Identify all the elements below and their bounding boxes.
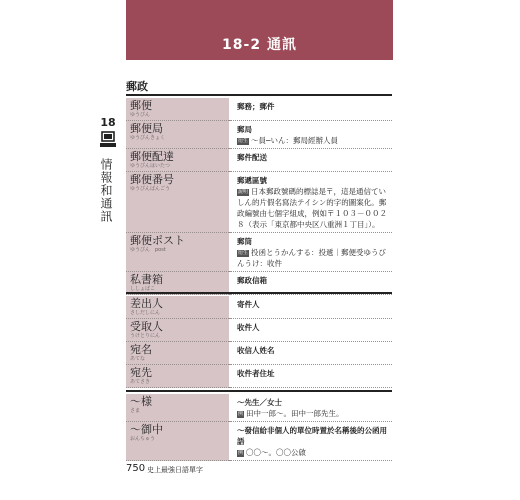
vocab-row (126, 149, 392, 172)
vocab-table-honorific (126, 394, 392, 461)
definition-cell (231, 319, 392, 342)
term-word: 宛先 (130, 366, 152, 379)
term-cell (126, 365, 229, 388)
note-badge: 衍生 (238, 138, 249, 144)
definition-cell (231, 365, 392, 388)
vocab-row (126, 121, 392, 149)
section-heading: 郵政 (126, 80, 148, 93)
term-word: 宛名 (130, 343, 152, 356)
definition-text: 郵件配送 (237, 153, 267, 162)
definition-line (237, 152, 390, 163)
group-rule (126, 292, 392, 294)
term-word: 受取人 (130, 320, 163, 333)
term-reading: ししょばこ (130, 286, 156, 292)
term-reading: あてさき (130, 379, 151, 385)
definition-text: ～發信給非個人的單位時置於名稱後的公函用語 (237, 426, 387, 446)
definition-cell (231, 422, 392, 461)
definition-cell (231, 342, 392, 365)
definition-text: 郵筒 (237, 237, 252, 246)
definition-text: ～先生／女士 (237, 398, 282, 407)
term-word: 私書箱 (130, 273, 163, 286)
term-word: ～様 (130, 395, 152, 408)
definition-line (237, 186, 390, 230)
definition-text: 郵政信箱 (237, 276, 267, 285)
definition-text: 收信人姓名 (237, 346, 275, 355)
definition-line (237, 425, 390, 447)
definition-line (237, 408, 390, 419)
term-word: 差出人 (130, 297, 163, 310)
definition-cell (231, 233, 392, 272)
vocab-table-postal (126, 98, 392, 295)
section-rule (126, 94, 392, 96)
term-cell (126, 172, 229, 233)
definition-line (237, 236, 390, 247)
term-reading: ゆうびん post (130, 247, 166, 253)
definition-cell (231, 296, 392, 319)
term-reading: さま (130, 408, 141, 414)
term-reading: おんちゅう (130, 436, 156, 442)
term-cell (126, 233, 229, 272)
definition-text: 收件人 (237, 323, 260, 332)
definition-text: 收件者住址 (237, 369, 275, 378)
note-badge: 說明 (238, 189, 249, 195)
term-word: 郵便ポスト (130, 234, 185, 247)
vocab-row (126, 342, 392, 365)
term-reading: ゆうびんきょく (130, 135, 166, 141)
definition-cell (231, 121, 392, 149)
definition-text: 田中一郎～。田中一郎先生。 (246, 409, 344, 418)
definition-text: 投函とうかんする：投遞｜郵便受ゆうびんうけ：收件 (237, 248, 387, 268)
term-word: 郵便番号 (130, 173, 174, 186)
definition-line (237, 124, 390, 135)
definition-line (237, 368, 390, 379)
page-number: 750 (126, 463, 146, 474)
definition-line (237, 247, 390, 269)
definition-cell (231, 98, 392, 121)
vocab-table-sender (126, 296, 392, 388)
vocab-row (126, 98, 392, 121)
term-reading: あてな (130, 356, 146, 362)
definition-line (237, 397, 390, 408)
definition-text: 郵局 (237, 125, 252, 134)
computer-icon (98, 130, 118, 150)
note-badge: 衍生 (238, 250, 249, 256)
chapter-side-label: 情報和通訊 (99, 158, 113, 223)
note-badge: 例 (238, 450, 244, 456)
book-title: 史上最強日語單字 (147, 466, 203, 474)
definition-cell (231, 394, 392, 422)
term-word: ～御中 (130, 423, 163, 436)
chapter-title: 18-2 通訊 (222, 37, 297, 53)
term-reading: さしだしにん (130, 310, 161, 316)
term-reading: ゆうびん (130, 112, 151, 118)
definition-line (237, 322, 390, 333)
group-rule (126, 390, 392, 392)
definition-line (237, 175, 390, 186)
term-word: 郵便配達 (130, 150, 174, 163)
definition-line (237, 345, 390, 356)
definition-line (237, 135, 390, 146)
vocab-row (126, 394, 392, 422)
vocab-row (126, 422, 392, 461)
term-cell (126, 422, 229, 461)
chapter-number: 18 (100, 116, 116, 129)
term-cell (126, 149, 229, 172)
definition-line (237, 275, 390, 286)
vocab-row (126, 319, 392, 342)
definition-line (237, 101, 390, 112)
definition-cell (231, 149, 392, 172)
term-word: 郵便局 (130, 122, 163, 135)
term-cell (126, 319, 229, 342)
vocab-row (126, 296, 392, 319)
term-cell (126, 98, 229, 121)
definition-cell (231, 172, 392, 233)
definition-text: 日本郵政號碼的標誌是〒，這是通信ていしん的片假名寫法テイシン的字的圖案化。郵政編號由七個字組成，例如〒１０３－００２８（表示「東京都中央区八重洲１丁目」）。 (237, 187, 387, 229)
term-reading: ゆうびんばんごう (130, 186, 171, 192)
note-badge: 例 (238, 411, 244, 417)
term-cell (126, 342, 229, 365)
term-cell (126, 296, 229, 319)
definition-text: 郵務；郵件 (237, 102, 275, 111)
term-cell (126, 394, 229, 422)
definition-text: 〇〇～。〇〇公啟 (246, 448, 307, 457)
vocab-row (126, 172, 392, 233)
vocab-row (126, 365, 392, 388)
term-cell (126, 121, 229, 149)
term-reading: ゆうびんはいたつ (130, 163, 171, 169)
term-word: 郵便 (130, 99, 152, 112)
definition-text: ～員─いん：郵局經辦人員 (251, 136, 339, 145)
definition-line (237, 447, 390, 458)
definition-text: 郵遞區號 (237, 176, 267, 185)
definition-text: 寄件人 (237, 300, 260, 309)
vocab-row (126, 233, 392, 272)
definition-line (237, 299, 390, 310)
term-reading: うけとりにん (130, 333, 161, 339)
